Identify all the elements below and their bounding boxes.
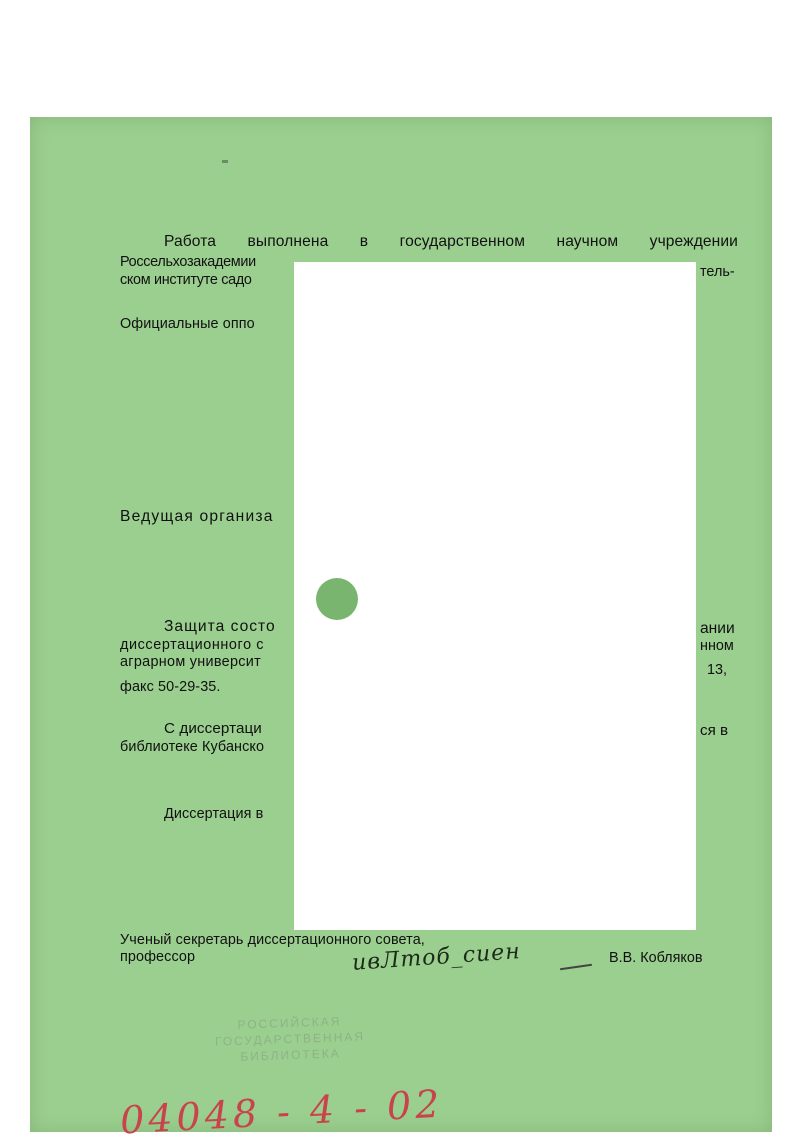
intro-line-1: Работа выполнена в государственном научном учреждении	[164, 233, 738, 250]
stamp-line-3: БИБЛИОТЕКА	[240, 1046, 342, 1064]
defense-line-2b: нном	[700, 638, 734, 654]
defense-line-2a: диссертационного с	[120, 637, 265, 653]
library-line-1a: С диссертаци	[164, 720, 262, 737]
handwritten-signature: ивЛтоб_сиен	[351, 939, 522, 976]
official-opponents-label: Официальные оппо	[120, 316, 255, 332]
library-stamp	[159, 1010, 421, 1067]
secretary-name: В.В. Кобляков	[609, 950, 703, 966]
intro-line-3: ском институте садо	[120, 272, 252, 288]
dissertation-sent-line: Диссертация в	[164, 806, 264, 822]
intro-line-2b: тель-	[700, 264, 735, 280]
defense-line-4: факс 50-29-35.	[120, 679, 221, 695]
defense-line-3a: аграрном университ	[120, 654, 262, 670]
stamp-line-2: ГОСУДАРСТВЕННАЯ	[214, 1029, 366, 1049]
defense-line-1b: ании	[700, 620, 735, 637]
stamp-line-1: РОССИЙСКАЯ	[237, 1014, 342, 1032]
intro-line-2a: Россельхозакадемии	[120, 254, 256, 270]
defense-line-3b: 13,	[707, 662, 728, 678]
scientific-secretary-title: Ученый секретарь диссертационного совета,	[120, 932, 425, 948]
library-line-2: библиотеке Кубанско	[120, 739, 265, 755]
paper-fleck	[222, 160, 228, 163]
professor-label: профессор	[120, 949, 196, 965]
green-dot	[316, 578, 358, 620]
leading-organization-label: Ведущая организа	[120, 508, 274, 525]
library-line-1b: ся в	[700, 722, 729, 739]
defense-line-1a: Защита состо	[164, 618, 276, 635]
handwritten-inventory-number: 04048 - 4 - 02	[119, 1081, 445, 1142]
